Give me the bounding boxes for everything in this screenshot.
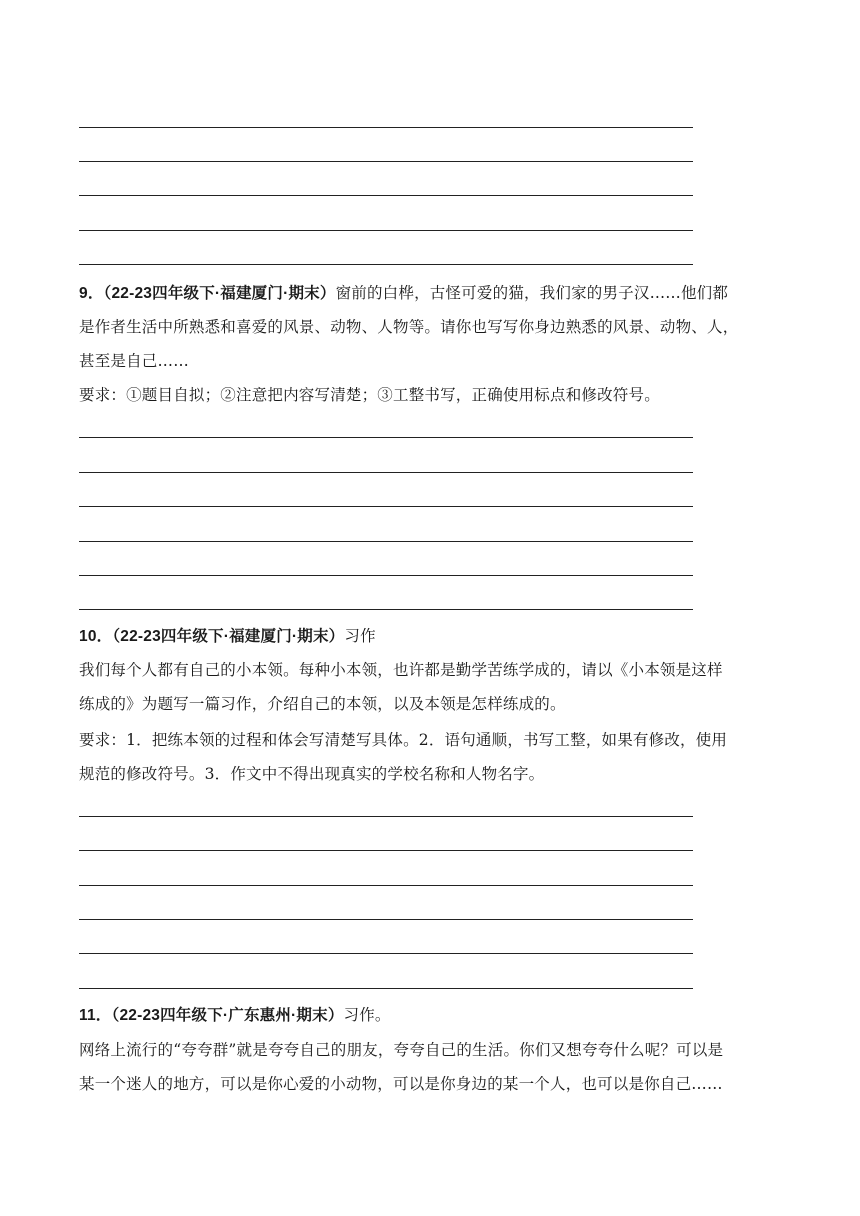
writing-line <box>79 609 693 610</box>
question-9-line-3 <box>79 351 189 371</box>
writing-line <box>79 161 693 162</box>
question-9-text-3: 甚至是自己…… <box>79 352 189 370</box>
writing-line <box>79 850 693 851</box>
question-10-line-1 <box>79 626 376 647</box>
question-10-text-2: 练成的》为题写一篇习作，介绍自己的本领，以及本领是怎样练成的。 <box>79 695 566 713</box>
question-9-text-1: 窗前的白桦，古怪可爱的猫，我们家的男子汉……他们都 <box>335 284 729 302</box>
question-10-line-3 <box>79 694 566 714</box>
question-9-line-1 <box>79 283 728 304</box>
question-11-source: （22-23四年级下·广东惠州·期末） <box>111 1007 344 1024</box>
question-9-text-2: 是作者生活中所熟悉和喜爱的风景、动物、人物等。请你也写写你身边熟悉的风景、动物、人， <box>79 318 739 336</box>
writing-line <box>79 885 693 886</box>
question-11-line-1 <box>79 1005 391 1026</box>
writing-line <box>79 127 693 128</box>
writing-line <box>79 919 693 920</box>
writing-line <box>79 816 693 817</box>
question-10-line-4 <box>79 730 727 750</box>
writing-line <box>79 195 693 196</box>
question-10-source: （22-23四年级下·福建厦门·期末） <box>112 628 345 645</box>
writing-line <box>79 953 693 954</box>
question-9-requirement-text: 要求：①题目自拟；②注意把内容写清楚；③工整书写，正确使用标点和修改符号。 <box>79 386 660 404</box>
question-10-requirement-2: 规范的修改符号。3．作文中不得出现真实的学校名称和人物名字。 <box>79 765 545 783</box>
question-10-number: 10． <box>79 628 113 645</box>
question-10-line-5 <box>79 764 544 784</box>
writing-line <box>79 506 693 507</box>
question-10-title: 习作 <box>344 627 376 645</box>
writing-line <box>79 230 693 231</box>
question-9-line-2 <box>79 317 738 337</box>
writing-line <box>79 472 693 473</box>
writing-line <box>79 437 693 438</box>
question-9-source: （22-23四年级下·福建厦门·期末） <box>103 285 336 302</box>
question-9-number: 9． <box>79 285 104 302</box>
question-10-line-2 <box>79 660 723 680</box>
question-11-line-2 <box>79 1040 723 1060</box>
question-11-text-2: 某一个迷人的地方，可以是你心爱的小动物，可以是你身边的某一个人，也可以是你自己…… <box>79 1075 723 1093</box>
question-10-requirement-1: 要求：1．把练本领的过程和体会写清楚写具体。2．语句通顺，书写工整，如果有修改，使用 <box>79 731 728 749</box>
question-11-title: 习作。 <box>343 1006 391 1024</box>
writing-line <box>79 575 693 576</box>
writing-line <box>79 988 693 989</box>
writing-line <box>79 264 693 265</box>
question-10-text-1: 我们每个人都有自己的小本领。每种小本领，也许都是勤学苦练学成的，请以《小本领是这样 <box>79 661 723 679</box>
question-11-number: 11． <box>79 1007 112 1024</box>
question-11-text-1: 网络上流行的“夸夸群”就是夸夸自己的朋友，夸夸自己的生活。你们又想夸夸什么呢？可以是 <box>79 1041 724 1059</box>
question-9-requirement <box>79 385 660 405</box>
writing-line <box>79 541 693 542</box>
question-11-line-3 <box>79 1074 723 1094</box>
